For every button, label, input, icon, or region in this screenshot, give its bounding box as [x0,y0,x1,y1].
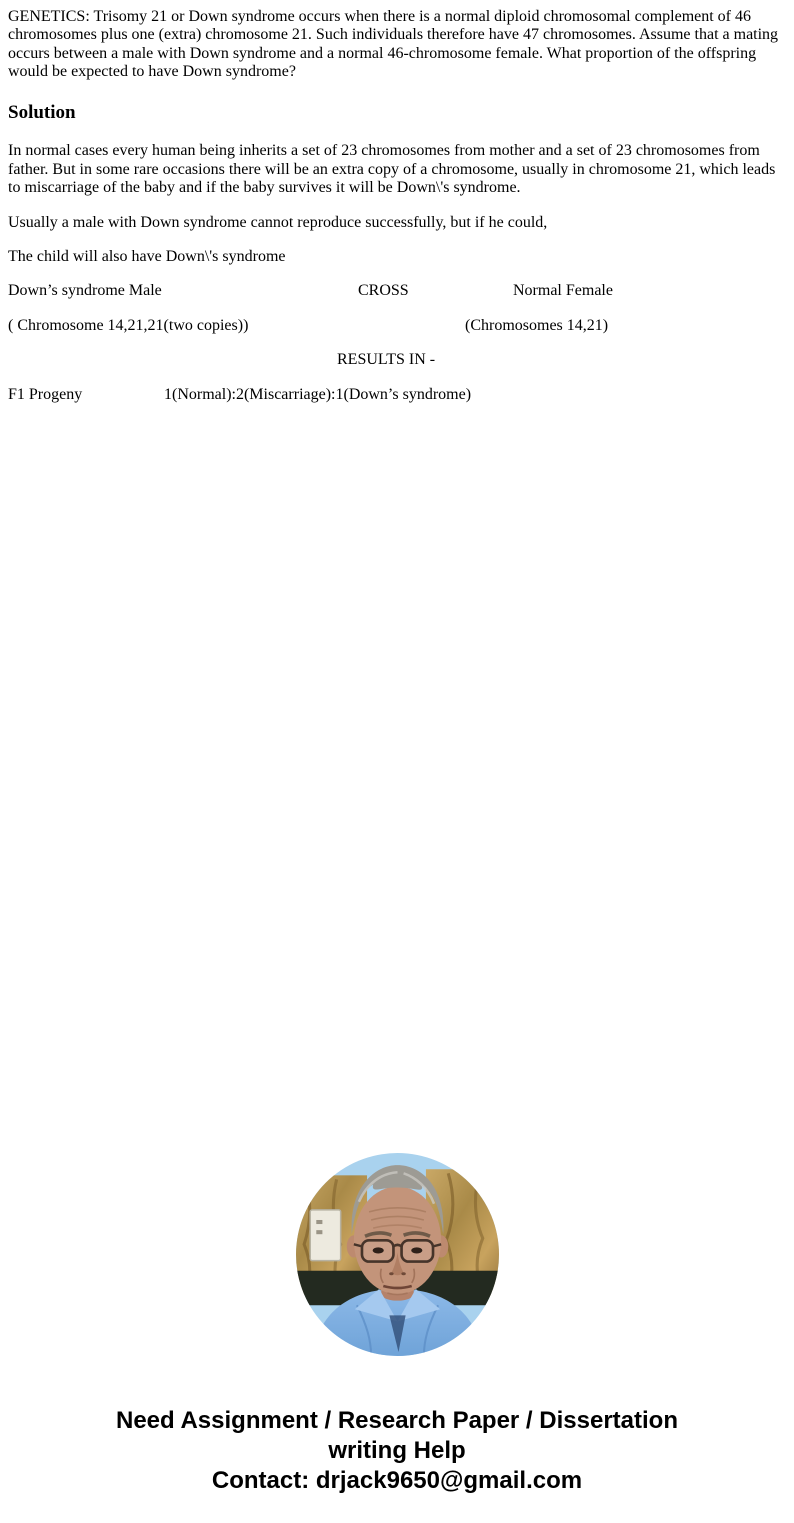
cross-line [8,282,786,300]
cross-male-label: Down’s syndrome Male [8,282,162,300]
f1-progeny-label: F1 Progeny [8,385,83,403]
instructor-photo-illustration [296,1153,499,1356]
footer-contact-email: Contact: drjack9650@gmail.com [211,1466,583,1494]
chromosome-male-label: ( Chromosome 14,21,21(two copies)) [8,316,249,334]
question-text: GENETICS: Trisomy 21 or Down syndrome occurs when there is a normal diploid chromosomal complement of 46 chromosomes plus one (extra) chromosome 21. Such individuals therefore have 47 chromosomes. Assume that a mating occurs between a male with Down syndrome and a normal 46-chromosome female. What proportion of the offspring would be expected to have Down syndrome? [8,8,779,81]
f1-ratio-label: 1(Normal):2(Miscarriage):1(Down’s syndrome) [164,385,472,403]
solution-male-note: Usually a male with Down syndrome cannot reproduce successfully, but if he could, [8,213,548,231]
results-label: RESULTS IN - [337,351,436,369]
solution-intro: In normal cases every human being inherits a set of 23 chromosomes from mother and a set of 23 chromosomes from father. But in some rare occasions there will be an extra copy of a chromosome, usually in chromosome 21, which leads to miscarriage of the baby and if the baby survives it will be Down\'s syndrome. [8,142,776,197]
chromosome-line [8,317,786,335]
footer-line-2: writing Help [328,1436,466,1464]
results-line [8,351,786,369]
cross-operator-label: CROSS [358,282,409,300]
footer-promo [8,1406,786,1496]
chromosome-female-label: (Chromosomes 14,21) [465,316,609,334]
solution-heading: Solution [8,101,76,123]
instructor-photo [296,1153,499,1356]
solution-child-note: The child will also have Down\'s syndrome [8,247,286,265]
footer-line-1: Need Assignment / Research Paper / Dissertation [116,1406,678,1434]
blank-space [8,420,786,1153]
cross-female-label: Normal Female [513,282,613,300]
f1-progeny-line [8,386,786,404]
